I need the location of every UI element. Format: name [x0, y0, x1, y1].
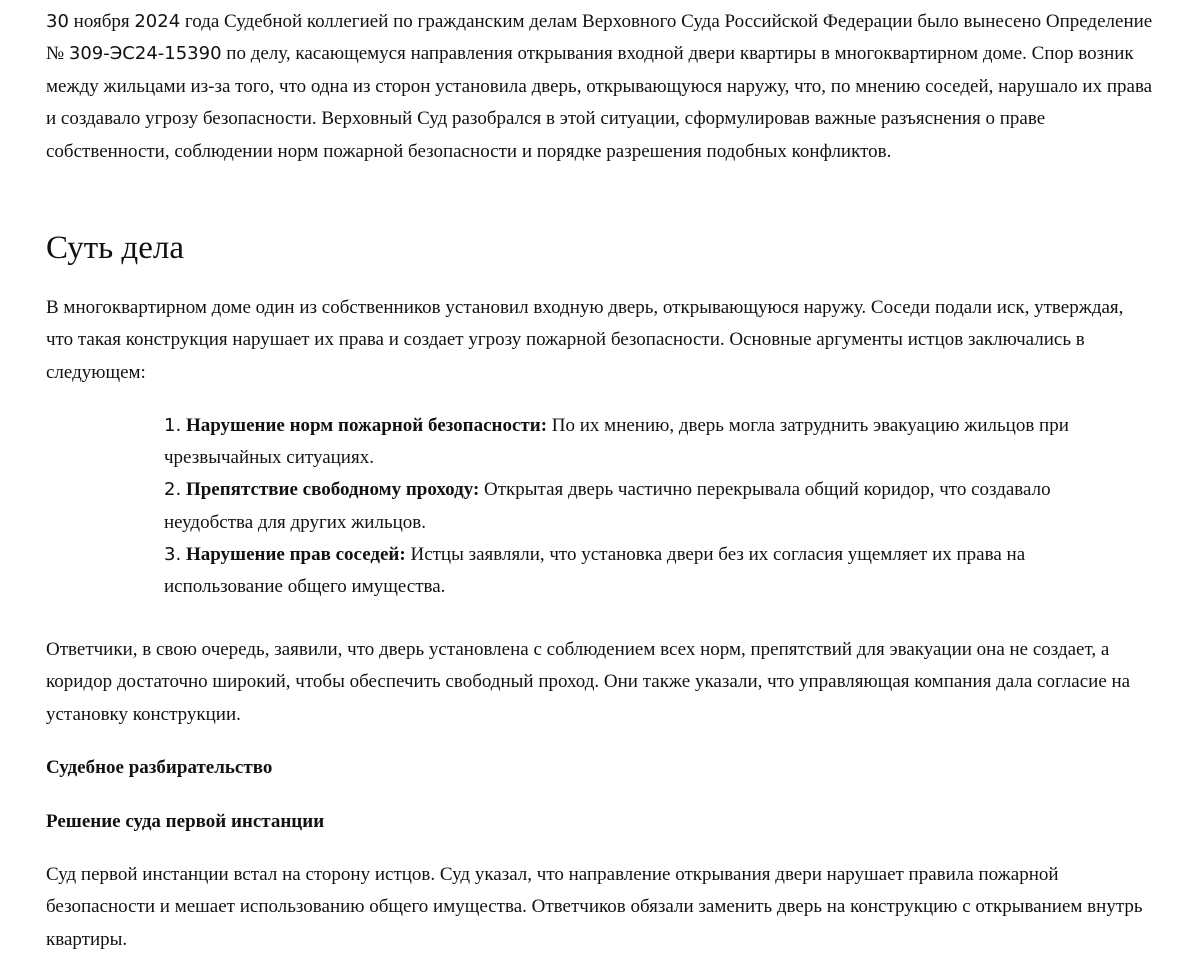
- intro-date-month: ноября: [73, 11, 130, 32]
- list-item-title: Нарушение прав соседей:: [185, 543, 406, 565]
- list-item-text: Открытая дверь частично перекрывала общий коридор, что создавало неудобства для других жильцов.: [164, 479, 1051, 533]
- claims-list: [164, 410, 1124, 603]
- first-instance-paragraph: Суд первой инстанции встал на сторону истцов. Суд указал, что направление открывания двери нарушает правила пожарной безопасности и мешает использованию общего имущества. Ответчиков обязали заменить дверь на конструкцию с открыванием внутрь квартиры.: [46, 864, 1143, 950]
- subheading-first-instance: Решение суда первой инстанции: [46, 811, 325, 832]
- list-item-title: Препятствие свободному проходу:: [185, 479, 480, 501]
- defendants-paragraph: Ответчики, в свою очередь, заявили, что дверь установлена с соблюдением всех норм, препятствий для эвакуации она не создает, а коридор достаточно широкий, чтобы обеспечить свободный проход. Они также указали, что управляющая компания дала согласие на установку конструкции.: [46, 639, 1131, 725]
- section-heading: Суть дела: [46, 230, 184, 266]
- list-item-number: 2.: [164, 479, 182, 501]
- intro-date-day: 30: [46, 11, 69, 32]
- intro-date-year: 2024: [134, 11, 181, 32]
- list-item-text: По их мнению, дверь могла затруднить эвакуацию жильцов при чрезвычайных ситуациях.: [164, 415, 1069, 469]
- subheading-proceedings: Судебное разбирательство: [46, 757, 273, 778]
- list-item: [164, 410, 1124, 474]
- list-item-title: Нарушение норм пожарной безопасности:: [185, 415, 548, 436]
- intro-text-part2: по делу, касающемуся направления открывания входной двери квартиры в многоквартирном доме. Спор возник между жильцами из-за того, что одна из сторон установила дверь, открывающуюся наружу, что, по мнению соседей, нарушало их права и создавало угрозу безопасности. Верховный Суд разобрался в этой ситуации, сформулировав важные разъяснения о праве собственности, соблюдении норм пожарной безопасности и порядке разрешения подобных конфликтов.: [46, 43, 1153, 162]
- case-number: 309-ЭС24-15390: [68, 43, 222, 65]
- intro-text-part1: года Судебной коллегией по гражданским делам Верховного Суда Российской Федерации было вынесено Определение №: [46, 11, 1153, 65]
- intro-paragraph: [46, 6, 1154, 168]
- list-item: [164, 474, 1124, 538]
- list-item: [164, 539, 1124, 603]
- list-item-number: 1.: [164, 415, 182, 436]
- list-item-number: 3.: [164, 543, 182, 565]
- list-item-text: Истцы заявляли, что установка двери без их согласия ущемляет их права на использование общего имущества.: [164, 543, 1026, 598]
- essence-paragraph: В многоквартирном доме один из собственников установил входную дверь, открывающуюся наружу. Соседи подали иск, утверждая, что такая конструкция нарушает их права и создает угрозу пожарной безопасности. Основные аргументы истцов заключались в следующем:: [46, 297, 1124, 383]
